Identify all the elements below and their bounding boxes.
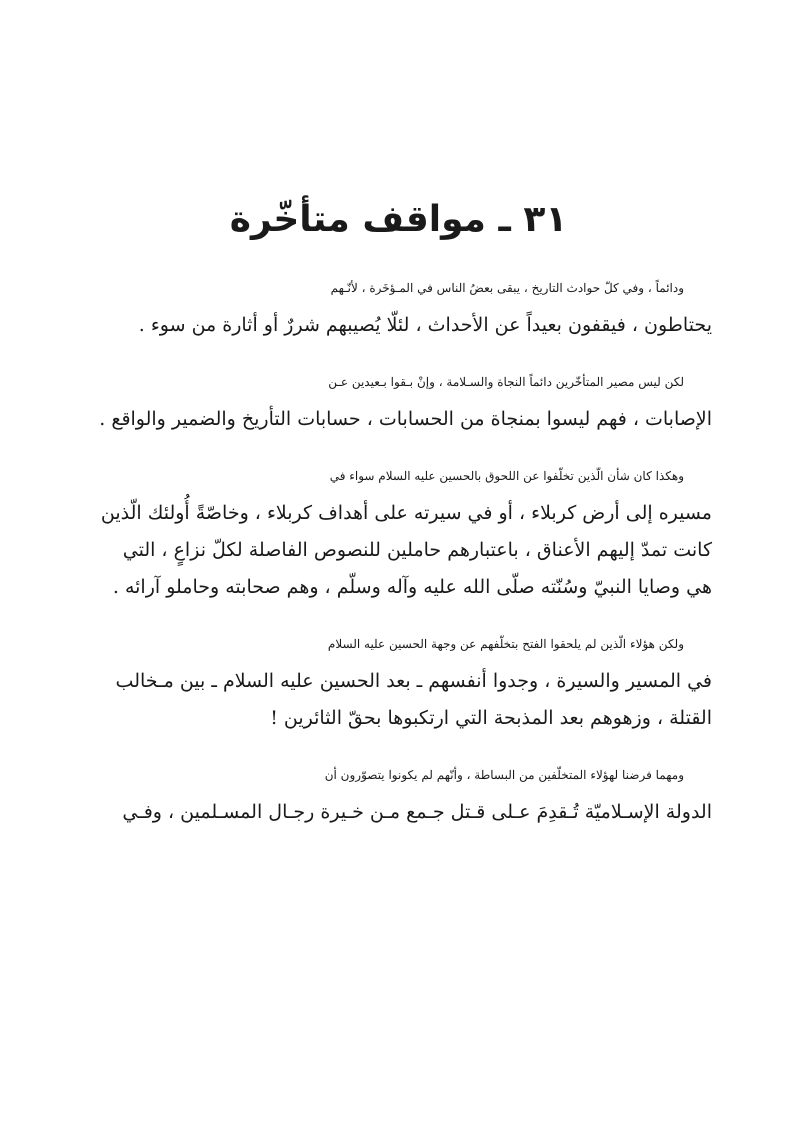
text-line: الدولة الإسـلاميّة تُـقدِمَ عـلى قـتل جـمع مـن خـيرة رجـال المسـلمين ، وفـي	[122, 801, 712, 823]
paragraph-1	[80, 270, 712, 344]
chapter-body	[80, 270, 712, 851]
paragraph-3	[80, 458, 712, 606]
text-line: هي وصايا النبيّ وسُنّته صلّى الله عليه وآله وسلّم ، وهم صحابته وحاملو آرائه .	[112, 576, 712, 598]
text-line: مسيره إلى أرض كربلاء ، أو في سيرته على أهداف كربلاء ، وخاصّةً أُولئك الّذين	[100, 502, 712, 524]
text-line: يحتاطون ، فيقفون بعيداً عن الأحداث ، لئلّا يُصيبهم شررٌ أو أثارة من سوء .	[138, 314, 712, 336]
chapter-title: ٣١ ـ مواقف متأخّرة	[229, 199, 568, 240]
text-line: القتلة ، وزهوهم بعد المذبحة التي ارتكبوها بحقّ الثائرين !	[270, 707, 712, 729]
paragraph-2	[80, 364, 712, 438]
text-line: كانت تمدّ إليهم الأعناق ، باعتبارهم حاملين للنصوص الفاصلة لكلّ نزاعٍ ، التي	[122, 539, 712, 561]
text-line: وهكذا كان شأن الّذين تخلّفوا عن اللحوق بالحسين عليه السلام سواء في	[329, 469, 684, 483]
text-line: لكن ليس مصير المتأخّرين دائماً النجاة والسـلامة ، وإنْ بـقوا بـعيدين عـن	[328, 375, 684, 389]
text-line: ولكن هؤلاء الّذين لم يلحقوا الفتح بتخلّفهم عن وجهة الحسين عليه السلام	[327, 637, 684, 651]
text-line: ودائماً ، وفي كلّ حوادث التاريخ ، يبقى بعضُ الناس في المـؤخَرة ، لأنّـهم	[330, 281, 684, 295]
text-line: ومهما فرضنا لهؤلاء المتخلّفين من البساطة ، وأنّهم لم يكونوا يتصوّرون أن	[324, 768, 684, 782]
text-line: في المسير والسيرة ، وجدوا أنفسهم ـ بعد الحسين عليه السلام ـ بين مـخالب	[115, 670, 712, 692]
paragraph-4	[80, 626, 712, 737]
text-line: الإصابات ، فهم ليسوا بمنجاة من الحسابات ، حسابات التأريخ والضمير والواقع .	[99, 408, 712, 430]
paragraph-5	[80, 757, 712, 831]
